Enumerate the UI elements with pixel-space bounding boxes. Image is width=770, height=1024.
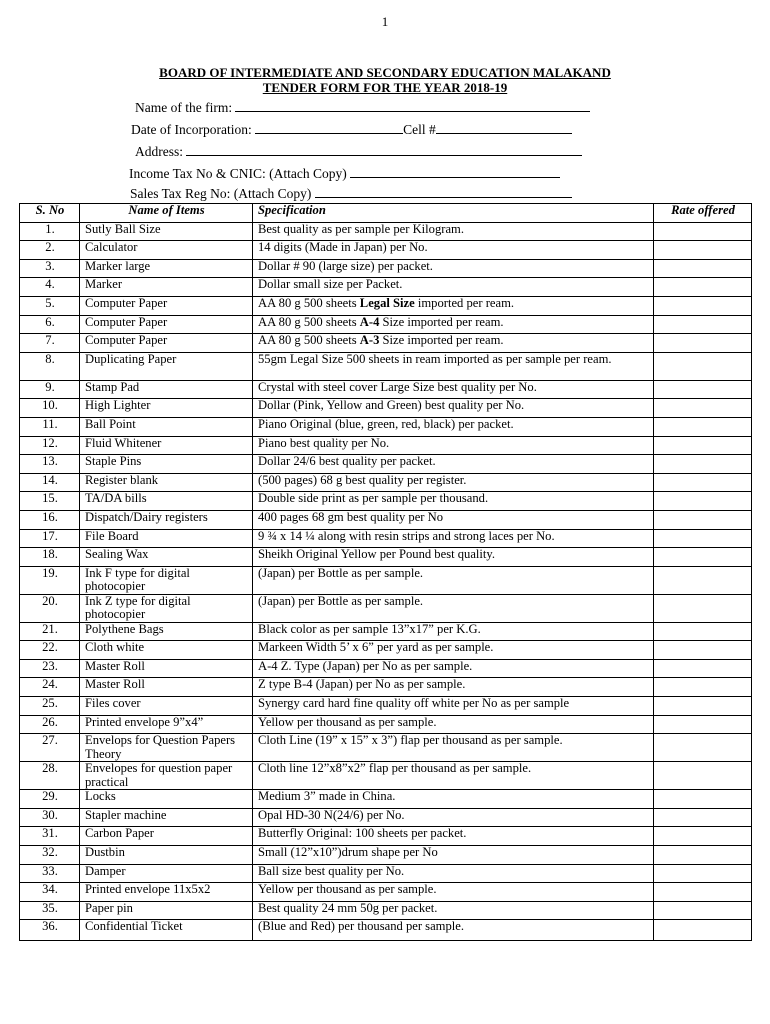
row-serial-number: 13.: [20, 455, 80, 474]
table-row: [20, 864, 752, 883]
row-specification: 55gm Legal Size 500 sheets in ream imported as per sample per ream.: [253, 352, 654, 380]
table-row: [20, 510, 752, 529]
table-row: [20, 883, 752, 902]
row-serial-number: 10.: [20, 399, 80, 418]
row-serial-number: 28.: [20, 762, 80, 790]
row-specification: (Japan) per Bottle as per sample.: [253, 566, 654, 594]
row-item-name: Envelops for Question Papers Theory: [80, 734, 253, 762]
row-specification: 400 pages 68 gm best quality per No: [253, 510, 654, 529]
incorporation-blank[interactable]: [255, 121, 403, 134]
row-rate-offered-cell[interactable]: [654, 334, 752, 353]
spec-text: Size imported per ream.: [379, 333, 504, 348]
row-specification: Sheikh Original Yellow per Pound best quality.: [253, 548, 654, 567]
tender-items-table: [19, 203, 752, 941]
row-specification: Cloth line 12”x8”x2” flap per thousand as per sample.: [253, 762, 654, 790]
row-specification: [253, 334, 654, 353]
row-rate-offered-cell[interactable]: [654, 529, 752, 548]
spec-text: imported per ream.: [414, 295, 515, 310]
row-rate-offered-cell[interactable]: [654, 278, 752, 297]
row-rate-offered-cell[interactable]: [654, 715, 752, 734]
row-item-name: Carbon Paper: [80, 827, 253, 846]
table-row: [20, 566, 752, 594]
table-row: [20, 315, 752, 334]
table-row: [20, 259, 752, 278]
row-serial-number: 3.: [20, 259, 80, 278]
row-serial-number: 5.: [20, 296, 80, 315]
sales-tax-label: Sales Tax Reg No: (Attach Copy): [130, 186, 312, 201]
row-item-name: Dispatch/Dairy registers: [80, 510, 253, 529]
row-rate-offered-cell[interactable]: [654, 827, 752, 846]
row-item-name: Damper: [80, 864, 253, 883]
row-rate-offered-cell[interactable]: [654, 790, 752, 809]
row-specification: Piano Original (blue, green, red, black) per packet.: [253, 417, 654, 436]
cell-label: Cell #: [403, 122, 436, 137]
row-rate-offered-cell[interactable]: [654, 659, 752, 678]
row-specification: Medium 3” made in China.: [253, 790, 654, 809]
table-row: [20, 827, 752, 846]
row-specification: Double side print as per sample per thousand.: [253, 492, 654, 511]
table-row: [20, 622, 752, 641]
row-serial-number: 18.: [20, 548, 80, 567]
row-serial-number: 19.: [20, 566, 80, 594]
row-specification: Crystal with steel cover Large Size best quality per No.: [253, 380, 654, 399]
row-rate-offered-cell[interactable]: [654, 380, 752, 399]
row-serial-number: 6.: [20, 315, 80, 334]
cell-blank[interactable]: [436, 121, 572, 134]
row-rate-offered-cell[interactable]: [654, 808, 752, 827]
row-serial-number: 32.: [20, 846, 80, 865]
row-item-name: Master Roll: [80, 678, 253, 697]
row-item-name: Calculator: [80, 241, 253, 260]
row-serial-number: 33.: [20, 864, 80, 883]
row-item-name: Sutly Ball Size: [80, 222, 253, 241]
row-item-name: Stapler machine: [80, 808, 253, 827]
row-rate-offered-cell[interactable]: [654, 241, 752, 260]
row-serial-number: 31.: [20, 827, 80, 846]
row-specification: Yellow per thousand as per sample.: [253, 883, 654, 902]
row-rate-offered-cell[interactable]: [654, 455, 752, 474]
table-row: [20, 641, 752, 660]
row-serial-number: 26.: [20, 715, 80, 734]
row-rate-offered-cell[interactable]: [654, 864, 752, 883]
row-serial-number: 11.: [20, 417, 80, 436]
header-name-of-items: Name of Items: [80, 204, 253, 223]
row-item-name: Files cover: [80, 697, 253, 716]
table-row: [20, 715, 752, 734]
row-serial-number: 9.: [20, 380, 80, 399]
row-rate-offered-cell[interactable]: [654, 566, 752, 594]
row-specification: Dollar (Pink, Yellow and Green) best quality per No.: [253, 399, 654, 418]
table-row: [20, 790, 752, 809]
row-specification: [253, 296, 654, 315]
table-row: [20, 473, 752, 492]
row-item-name: Ink F type for digital photocopier: [80, 566, 253, 594]
row-serial-number: 16.: [20, 510, 80, 529]
table-row: [20, 352, 752, 380]
row-item-name: Cloth white: [80, 641, 253, 660]
row-rate-offered-cell[interactable]: [654, 473, 752, 492]
row-rate-offered-cell[interactable]: [654, 510, 752, 529]
table-row: [20, 399, 752, 418]
row-item-name: Paper pin: [80, 901, 253, 920]
address-label: Address:: [135, 144, 183, 159]
row-item-name: Ball Point: [80, 417, 253, 436]
row-serial-number: 30.: [20, 808, 80, 827]
row-item-name: File Board: [80, 529, 253, 548]
row-item-name: High Lighter: [80, 399, 253, 418]
spec-size-emphasis: A-3: [359, 333, 380, 348]
header-specification: Specification: [253, 204, 654, 223]
table-row: [20, 334, 752, 353]
row-serial-number: 2.: [20, 241, 80, 260]
row-serial-number: 23.: [20, 659, 80, 678]
row-specification: Dollar # 90 (large size) per packet.: [253, 259, 654, 278]
income-tax-label: Income Tax No & CNIC: (Attach Copy): [129, 166, 347, 181]
row-specification: Dollar 24/6 best quality per packet.: [253, 455, 654, 474]
row-specification: Butterfly Original: 100 sheets per packet.: [253, 827, 654, 846]
row-specification: (Japan) per Bottle as per sample.: [253, 594, 654, 622]
row-specification: 14 digits (Made in Japan) per No.: [253, 241, 654, 260]
row-rate-offered-cell[interactable]: [654, 315, 752, 334]
row-item-name: Printed envelope 11x5x2: [80, 883, 253, 902]
row-specification: Small (12”x10”)drum shape per No: [253, 846, 654, 865]
sales-tax-field[interactable]: [130, 185, 572, 202]
row-item-name: Confidential Ticket: [80, 920, 253, 941]
table-row: [20, 762, 752, 790]
row-rate-offered-cell[interactable]: [654, 352, 752, 380]
spec-text: AA 80 g 500 sheets: [258, 333, 360, 348]
row-rate-offered-cell[interactable]: [654, 492, 752, 511]
row-rate-offered-cell[interactable]: [654, 641, 752, 660]
table-row: [20, 901, 752, 920]
income-tax-field[interactable]: [129, 165, 560, 182]
row-specification: Synergy card hard fine quality off white per No as per sample: [253, 697, 654, 716]
page-number: 1: [381, 14, 389, 29]
row-serial-number: 21.: [20, 622, 80, 641]
document-title: BOARD OF INTERMEDIATE AND SECONDARY EDUCATION MALAKAND: [159, 65, 611, 80]
row-item-name: TA/DA bills: [80, 492, 253, 511]
table-row: [20, 417, 752, 436]
table-row: [20, 548, 752, 567]
row-item-name: Envelopes for question paper practical: [80, 762, 253, 790]
spec-size-emphasis: A-4: [359, 314, 380, 329]
row-specification: Markeen Width 5’ x 6” per yard as per sample.: [253, 641, 654, 660]
table-row: [20, 296, 752, 315]
table-row: [20, 659, 752, 678]
row-serial-number: 29.: [20, 790, 80, 809]
row-serial-number: 4.: [20, 278, 80, 297]
table-row: [20, 920, 752, 941]
row-serial-number: 24.: [20, 678, 80, 697]
row-rate-offered-cell[interactable]: [654, 883, 752, 902]
table-row: [20, 697, 752, 716]
row-item-name: Staple Pins: [80, 455, 253, 474]
row-serial-number: 17.: [20, 529, 80, 548]
header-rate-offered: Rate offered: [654, 204, 752, 223]
table-body: [20, 222, 752, 941]
row-item-name: Computer Paper: [80, 334, 253, 353]
table-row: [20, 436, 752, 455]
row-serial-number: 7.: [20, 334, 80, 353]
row-rate-offered-cell[interactable]: [654, 399, 752, 418]
row-serial-number: 36.: [20, 920, 80, 941]
row-specification: Cloth Line (19” x 15” x 3”) flap per thousand as per sample.: [253, 734, 654, 762]
address-blank[interactable]: [186, 143, 582, 156]
table-row: [20, 455, 752, 474]
firm-name-field[interactable]: [135, 99, 590, 116]
row-item-name: Ink Z type for digital photocopier: [80, 594, 253, 622]
row-specification: Ball size best quality per No.: [253, 864, 654, 883]
row-rate-offered-cell[interactable]: [654, 920, 752, 941]
row-item-name: Computer Paper: [80, 315, 253, 334]
firm-name-label: Name of the firm:: [135, 100, 233, 115]
row-rate-offered-cell[interactable]: [654, 846, 752, 865]
row-serial-number: 14.: [20, 473, 80, 492]
table-row: [20, 678, 752, 697]
table-row: [20, 846, 752, 865]
row-item-name: Marker large: [80, 259, 253, 278]
table-row: [20, 278, 752, 297]
incorporation-field[interactable]: [131, 121, 572, 138]
table-row: [20, 492, 752, 511]
row-specification: Yellow per thousand as per sample.: [253, 715, 654, 734]
spec-text: AA 80 g 500 sheets: [258, 295, 360, 310]
table-row: [20, 594, 752, 622]
row-serial-number: 20.: [20, 594, 80, 622]
row-item-name: Register blank: [80, 473, 253, 492]
table-row: [20, 222, 752, 241]
row-item-name: Printed envelope 9”x4”: [80, 715, 253, 734]
sales-tax-blank[interactable]: [315, 185, 572, 198]
header-sno: S. No: [20, 204, 80, 223]
row-specification: Piano best quality per No.: [253, 436, 654, 455]
row-rate-offered-cell[interactable]: [654, 762, 752, 790]
row-specification: [253, 315, 654, 334]
row-specification: (Blue and Red) per thousand per sample.: [253, 920, 654, 941]
table-row: [20, 529, 752, 548]
incorporation-label: Date of Incorporation:: [131, 122, 252, 137]
row-rate-offered-cell[interactable]: [654, 594, 752, 622]
row-item-name: Dustbin: [80, 846, 253, 865]
row-rate-offered-cell[interactable]: [654, 548, 752, 567]
row-serial-number: 15.: [20, 492, 80, 511]
row-item-name: Stamp Pad: [80, 380, 253, 399]
row-specification: Dollar small size per Packet.: [253, 278, 654, 297]
row-item-name: Polythene Bags: [80, 622, 253, 641]
row-item-name: Sealing Wax: [80, 548, 253, 567]
row-serial-number: 1.: [20, 222, 80, 241]
row-specification: 9 ¾ x 14 ¼ along with resin strips and strong laces per No.: [253, 529, 654, 548]
address-field[interactable]: [135, 143, 582, 160]
row-rate-offered-cell[interactable]: [654, 296, 752, 315]
row-item-name: Computer Paper: [80, 296, 253, 315]
row-rate-offered-cell[interactable]: [654, 901, 752, 920]
row-specification: Best quality as per sample per Kilogram.: [253, 222, 654, 241]
document-subtitle: TENDER FORM FOR THE YEAR 2018-19: [262, 80, 508, 95]
table-header-row: [20, 204, 752, 223]
income-tax-blank[interactable]: [350, 165, 560, 178]
row-rate-offered-cell[interactable]: [654, 222, 752, 241]
spec-text: Size imported per ream.: [379, 314, 504, 329]
row-rate-offered-cell[interactable]: [654, 259, 752, 278]
row-serial-number: 12.: [20, 436, 80, 455]
row-rate-offered-cell[interactable]: [654, 622, 752, 641]
row-serial-number: 35.: [20, 901, 80, 920]
row-serial-number: 25.: [20, 697, 80, 716]
row-serial-number: 8.: [20, 352, 80, 380]
spec-text: AA 80 g 500 sheets: [258, 314, 360, 329]
row-item-name: Fluid Whitener: [80, 436, 253, 455]
table-row: [20, 734, 752, 762]
table-row: [20, 241, 752, 260]
row-specification: A-4 Z. Type (Japan) per No as per sample.: [253, 659, 654, 678]
row-rate-offered-cell[interactable]: [654, 436, 752, 455]
row-serial-number: 27.: [20, 734, 80, 762]
spec-size-emphasis: Legal Size: [359, 295, 415, 310]
row-item-name: Master Roll: [80, 659, 253, 678]
row-specification: Z type B-4 (Japan) per No as per sample.: [253, 678, 654, 697]
table-row: [20, 380, 752, 399]
row-item-name: Locks: [80, 790, 253, 809]
row-rate-offered-cell[interactable]: [654, 417, 752, 436]
row-serial-number: 34.: [20, 883, 80, 902]
row-specification: Opal HD-30 N(24/6) per No.: [253, 808, 654, 827]
row-specification: Black color as per sample 13”x17” per K.G.: [253, 622, 654, 641]
table-row: [20, 808, 752, 827]
row-rate-offered-cell[interactable]: [654, 678, 752, 697]
firm-name-blank[interactable]: [235, 99, 590, 112]
row-rate-offered-cell[interactable]: [654, 697, 752, 716]
row-specification: Best quality 24 mm 50g per packet.: [253, 901, 654, 920]
row-item-name: Duplicating Paper: [80, 352, 253, 380]
row-serial-number: 22.: [20, 641, 80, 660]
row-item-name: Marker: [80, 278, 253, 297]
row-rate-offered-cell[interactable]: [654, 734, 752, 762]
row-specification: (500 pages) 68 g best quality per register.: [253, 473, 654, 492]
